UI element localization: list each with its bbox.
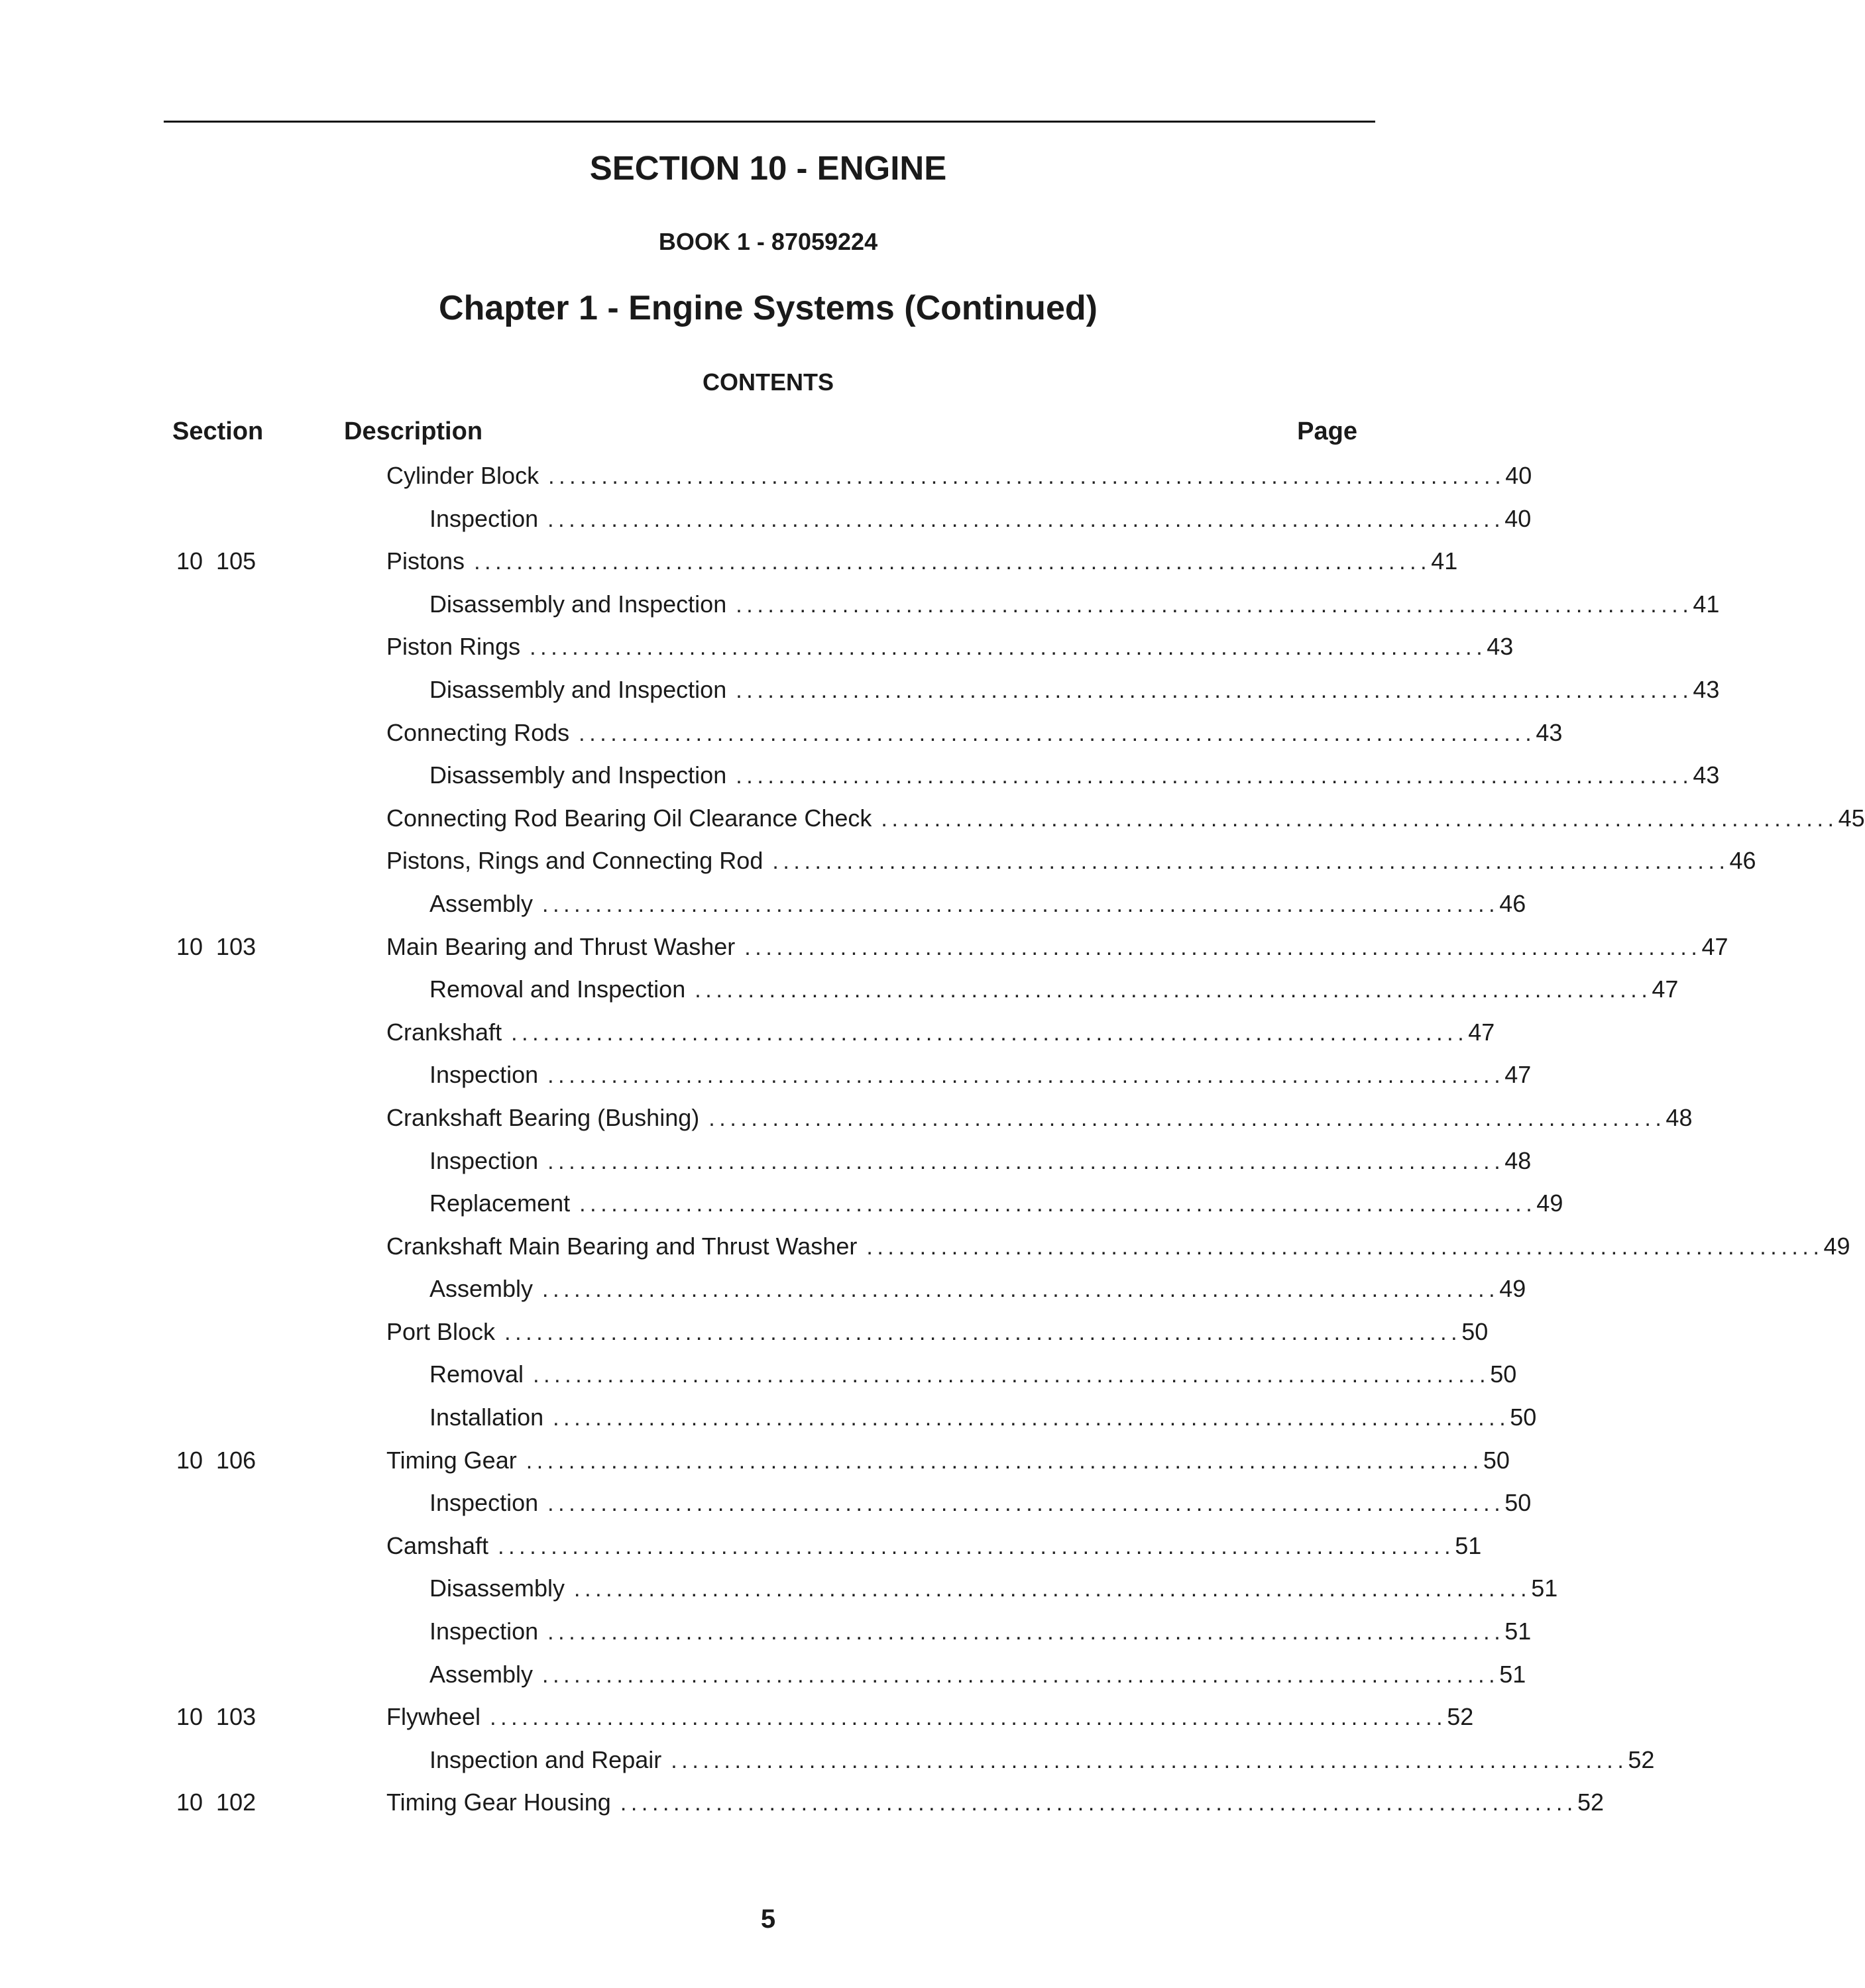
toc-entry-page: 50 (1510, 1404, 1537, 1431)
book-title: BOOK 1 - 87059224 (658, 228, 878, 255)
toc-entry-page: 52 (1447, 1703, 1474, 1731)
toc-entry (0, 1656, 1536, 1699)
toc-entry-page: 52 (1628, 1745, 1655, 1773)
toc-entry-page: 47 (1652, 975, 1679, 1003)
toc-entry (0, 1356, 1536, 1399)
toc-entry-page: 51 (1504, 1618, 1532, 1645)
dot-leader: .......................................................................................... (548, 464, 1506, 489)
toc-entry (0, 842, 1756, 885)
dot-leader: .......................................................................................... (526, 1448, 1483, 1474)
toc-entry-page: 47 (1701, 932, 1728, 960)
toc-entry-description: Crankshaft Main Bearing and Thrust Washer (386, 1232, 858, 1260)
toc-entry (0, 1185, 1563, 1228)
toc-entry-page: 48 (1666, 1103, 1693, 1131)
toc-entry (0, 928, 1728, 971)
column-header-section: Section (172, 417, 264, 445)
toc-entry (0, 1613, 1536, 1656)
toc-entry-description: Installation (429, 1404, 544, 1431)
dot-leader: .......................................................................................... (736, 592, 1693, 618)
chapter-title: Chapter 1 - Engine Systems (Continued) (439, 289, 1098, 327)
toc-entry-description: Pistons, Rings and Connecting Rod (386, 847, 763, 875)
dot-leader: .......................................................................................... (547, 506, 1505, 532)
toc-entry-description: Assembly (429, 1660, 534, 1688)
toc-entry-description: Connecting Rod Bearing Oil Clearance Check (386, 804, 872, 832)
toc-entry-description: Assembly (429, 889, 534, 917)
toc-entry-description: Removal (429, 1360, 524, 1388)
toc-entry (0, 800, 1865, 843)
toc-entry-description: Port Block (386, 1317, 496, 1345)
toc-entry (0, 1527, 1536, 1571)
toc-entry-page: 47 (1504, 1061, 1532, 1089)
toc-entry-description: Crankshaft Bearing (Bushing) (386, 1103, 700, 1131)
toc-entry-page: 51 (1531, 1574, 1558, 1602)
toc-entry (0, 1056, 1536, 1099)
toc-entry-page: 43 (1693, 761, 1720, 789)
dot-leader: .......................................................................................... (866, 1234, 1824, 1260)
toc-entry-description: Inspection (429, 1489, 539, 1517)
dot-leader: .......................................................................................... (620, 1791, 1577, 1816)
toc-entry (0, 628, 1536, 671)
toc-entry (0, 586, 1720, 629)
dot-leader: .......................................................................................... (542, 1277, 1500, 1303)
toc-entry-page: 43 (1487, 633, 1514, 661)
toc-entry-section: 10 103 (176, 1703, 256, 1731)
toc-entry-page: 50 (1461, 1317, 1489, 1345)
toc-entry-page: 52 (1577, 1789, 1605, 1816)
toc-entry-page: 49 (1823, 1232, 1850, 1260)
toc-entry-page: 41 (1693, 590, 1720, 618)
dot-leader: .......................................................................................... (881, 806, 1838, 832)
dot-leader: .......................................................................................... (547, 1620, 1505, 1645)
toc-entry (0, 1270, 1536, 1313)
toc-entry-page: 40 (1505, 462, 1532, 489)
toc-entry-page: 48 (1504, 1146, 1532, 1174)
toc-entry-description: Disassembly and Inspection (429, 590, 727, 618)
toc-entry (0, 1228, 1850, 1271)
section-title: SECTION 10 - ENGINE (589, 149, 947, 187)
dot-leader: .......................................................................................... (579, 1191, 1537, 1217)
toc-entry-description: Timing Gear Housing (386, 1789, 611, 1816)
toc-entry (0, 1784, 1605, 1827)
toc-entry-page: 43 (1536, 718, 1563, 746)
dot-leader: .......................................................................................... (533, 1362, 1491, 1388)
toc-entry (0, 1014, 1536, 1057)
toc-entry-description: Crankshaft (386, 1018, 502, 1046)
toc-entry-description: Disassembly (429, 1574, 565, 1602)
toc-entry-description: Disassembly and Inspection (429, 761, 727, 789)
dot-leader: .......................................................................................... (736, 677, 1693, 703)
toc-entry-page: 50 (1490, 1360, 1517, 1388)
toc-entry-description: Inspection (429, 1061, 539, 1089)
dot-leader: .......................................................................................... (511, 1020, 1469, 1046)
toc-entry (0, 714, 1563, 757)
dot-leader: .......................................................................................... (547, 1063, 1505, 1089)
toc-entry-page: 40 (1504, 504, 1532, 532)
toc-entry-page: 47 (1468, 1018, 1495, 1046)
toc-entry (0, 1741, 1655, 1785)
column-header-description: Description (344, 417, 483, 445)
dot-leader: .......................................................................................... (474, 549, 1432, 575)
toc-entry-description: Connecting Rods (386, 718, 570, 746)
dot-leader: .......................................................................................... (736, 763, 1693, 789)
dot-leader: .......................................................................................... (553, 1406, 1510, 1431)
toc-entry-description: Inspection and Repair (429, 1745, 662, 1773)
toc-entry (0, 457, 1536, 500)
header-rule (164, 121, 1375, 123)
dot-leader: .......................................................................................... (695, 977, 1652, 1003)
toc-entry-page: 51 (1455, 1531, 1482, 1559)
toc-entry-description: Pistons (386, 547, 465, 575)
dot-leader: .......................................................................................... (772, 849, 1730, 875)
dot-leader: .......................................................................................... (530, 635, 1487, 661)
toc-entry-section: 10 103 (176, 932, 256, 960)
toc-entry-description: Flywheel (386, 1703, 481, 1731)
toc-entry-description: Disassembly and Inspection (429, 675, 727, 703)
toc-entry (0, 1399, 1536, 1442)
toc-entry-page: 51 (1499, 1660, 1526, 1688)
dot-leader: .......................................................................................... (579, 720, 1536, 746)
contents-heading: CONTENTS (703, 368, 834, 396)
dot-leader: .......................................................................................... (490, 1705, 1447, 1731)
toc-entry-description: Inspection (429, 1146, 539, 1174)
toc-entry (0, 1570, 1558, 1613)
toc-entry-page: 45 (1838, 804, 1865, 832)
toc-entry-section: 10 105 (176, 547, 256, 575)
dot-leader: .......................................................................................... (574, 1576, 1532, 1602)
toc-entry (0, 543, 1536, 586)
column-header-page: Page (1297, 417, 1357, 445)
toc-entry (0, 757, 1720, 800)
toc-entry-page: 41 (1431, 547, 1458, 575)
toc-entry-section: 10 106 (176, 1446, 256, 1474)
toc-entry-page: 50 (1483, 1446, 1510, 1474)
toc-entry (0, 1442, 1536, 1485)
toc-entry (0, 1313, 1536, 1356)
toc-entry-page: 49 (1499, 1275, 1526, 1303)
dot-leader: .......................................................................................... (708, 1105, 1666, 1131)
dot-leader: .......................................................................................... (671, 1747, 1628, 1773)
toc-entry (0, 671, 1720, 714)
toc-entry-page: 46 (1499, 889, 1526, 917)
toc-entry-description: Timing Gear (386, 1446, 517, 1474)
toc-entry-description: Replacement (429, 1189, 571, 1217)
toc-entry-page: 50 (1504, 1489, 1532, 1517)
toc-entry-page: 43 (1693, 675, 1720, 703)
toc-entry-section: 10 102 (176, 1789, 256, 1816)
table-of-contents (0, 457, 1865, 1827)
dot-leader: .......................................................................................... (542, 1662, 1500, 1688)
toc-entry-description: Piston Rings (386, 633, 521, 661)
toc-entry-page: 49 (1536, 1189, 1563, 1217)
dot-leader: .......................................................................................... (547, 1491, 1505, 1517)
toc-entry-description: Camshaft (386, 1531, 489, 1559)
toc-entry (0, 1698, 1536, 1741)
toc-entry-page: 46 (1729, 847, 1756, 875)
dot-leader: .......................................................................................... (504, 1319, 1462, 1345)
toc-entry-description: Assembly (429, 1275, 534, 1303)
toc-entry-description: Removal and Inspection (429, 975, 686, 1003)
dot-leader: .......................................................................................... (547, 1148, 1505, 1174)
toc-entry-description: Inspection (429, 504, 539, 532)
toc-entry (0, 1142, 1536, 1186)
dot-leader: .......................................................................................... (744, 934, 1702, 960)
toc-entry (0, 500, 1536, 543)
toc-entry (0, 971, 1679, 1014)
toc-entry-description: Inspection (429, 1618, 539, 1645)
dot-leader: .......................................................................................... (542, 891, 1500, 917)
toc-entry (0, 885, 1536, 928)
toc-entry-description: Main Bearing and Thrust Washer (386, 932, 736, 960)
page-number: 5 (760, 1905, 776, 1934)
toc-entry (0, 1099, 1693, 1142)
toc-entry (0, 1484, 1536, 1527)
toc-entry-description: Cylinder Block (386, 462, 539, 489)
dot-leader: .......................................................................................... (498, 1533, 1455, 1559)
